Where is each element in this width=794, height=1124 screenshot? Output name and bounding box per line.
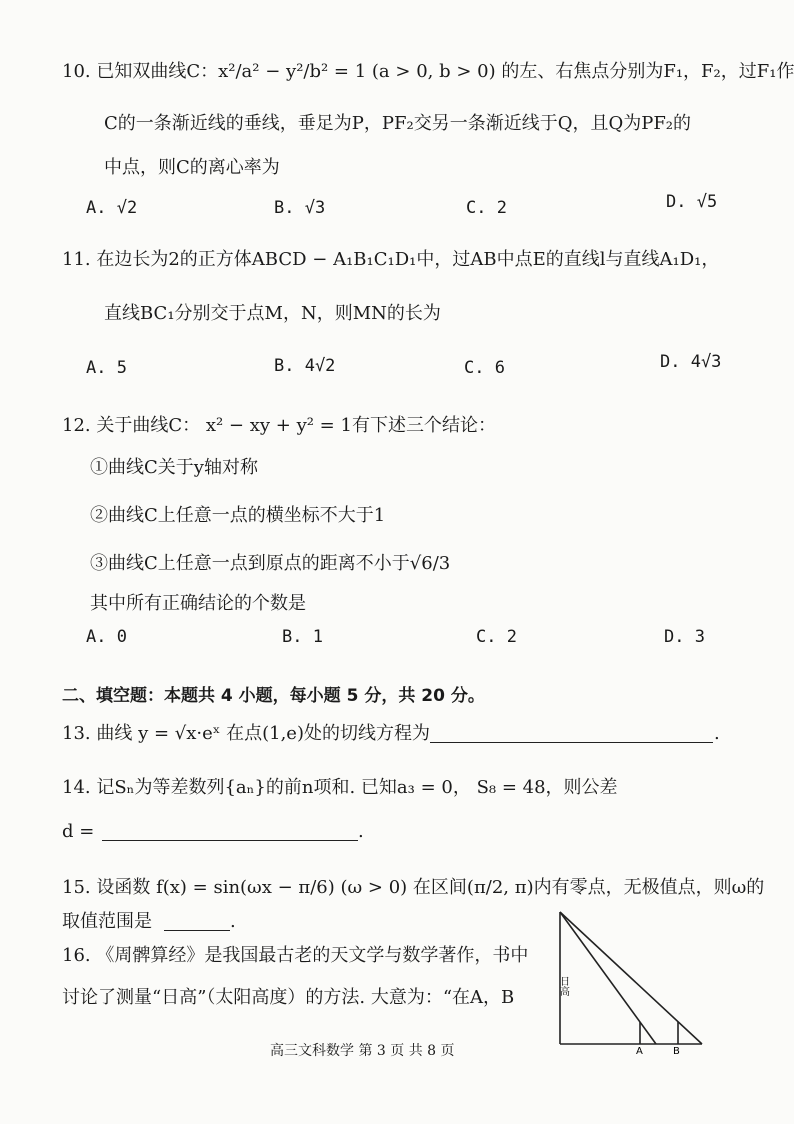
q11-line2: 直线BC₁分别交于点M，N，则MN的长为 <box>104 303 441 324</box>
q11-option-a: A. 5 <box>86 358 127 378</box>
q15-period: . <box>230 911 236 932</box>
point-a-label: A <box>636 1046 643 1056</box>
q10-line3: 中点，则C的离心率为 <box>104 157 280 178</box>
section-heading: 二、填空题：本题共 4 小题，每小题 5 分，共 20 分。 <box>62 686 485 706</box>
q14-line2: d = <box>62 821 95 842</box>
q11-line1: 11. 在边长为2的正方体ABCD − A₁B₁C₁D₁中，过AB中点E的直线l与直线A₁D₁， <box>62 249 720 270</box>
q13-period: . <box>714 723 720 744</box>
sun-height-figure <box>550 906 720 1056</box>
q10-line1: 10. 已知双曲线C：x²/a² − y²/b² = 1 (a > 0, b > 0) 的左、右焦点分别为F₁，F₂，过F₁作 <box>62 61 794 82</box>
q10-option-d: D. √5 <box>666 192 718 212</box>
q10-option-a: A. √2 <box>86 198 138 218</box>
q16-line1: 16. 《周髀算经》是我国最古老的天文学与数学著作，书中 <box>62 945 529 966</box>
page-footer: 高三文科数学 第 3 页 共 8 页 <box>270 1043 455 1059</box>
q15-line1: 15. 设函数 f(x) = sin(ωx − π/6) (ω > 0) 在区间(π/2, π)内有零点，无极值点，则ω的 <box>62 877 765 898</box>
q10-option-c: C. 2 <box>466 198 507 218</box>
q11-option-c: C. 6 <box>464 358 505 378</box>
q14-answer-blank[interactable] <box>102 822 358 841</box>
q15-answer-blank[interactable] <box>164 912 230 931</box>
q14-period: . <box>358 821 364 842</box>
q11-option-b: B. 4√2 <box>274 356 336 376</box>
q12-option-d: D. 3 <box>664 627 705 647</box>
sun-height-label: 日高 <box>557 976 569 996</box>
q12-line1: 12. 关于曲线C： x² − xy + y² = 1有下述三个结论： <box>62 415 496 436</box>
q13-text: 13. 曲线 y = √x·eˣ 在点(1,e)处的切线方程为 <box>62 723 430 744</box>
point-b-label: B <box>673 1046 680 1056</box>
q16-line2: 讨论了测量“日高”（太阳高度）的方法. 大意为：“在A，B <box>62 987 515 1008</box>
ray-to-b <box>557 912 702 1044</box>
q12-item3: ③曲线C上任意一点到原点的距离不小于√6/3 <box>90 553 451 574</box>
q15-line2: 取值范围是 <box>62 911 152 932</box>
q14-line1: 14. 记Sₙ为等差数列{aₙ}的前n项和. 已知a₃ = 0， S₈ = 48，则公差 <box>62 777 618 798</box>
q12-option-a: A. 0 <box>86 627 127 647</box>
q11-option-d: D. 4√3 <box>660 352 722 372</box>
q12-line5: 其中所有正确结论的个数是 <box>90 593 306 614</box>
q10-line2: C的一条渐近线的垂线，垂足为P，PF₂交另一条渐近线于Q，且Q为PF₂的 <box>104 113 692 134</box>
q13-answer-blank[interactable] <box>430 724 713 743</box>
q10-option-b: B. √3 <box>274 198 326 218</box>
q12-item2: ②曲线C上任意一点的横坐标不大于1 <box>90 505 386 526</box>
q12-option-b: B. 1 <box>282 627 323 647</box>
ray-to-a <box>557 912 656 1044</box>
q12-item1: ①曲线C关于y轴对称 <box>90 457 258 478</box>
q12-option-c: C. 2 <box>476 627 517 647</box>
